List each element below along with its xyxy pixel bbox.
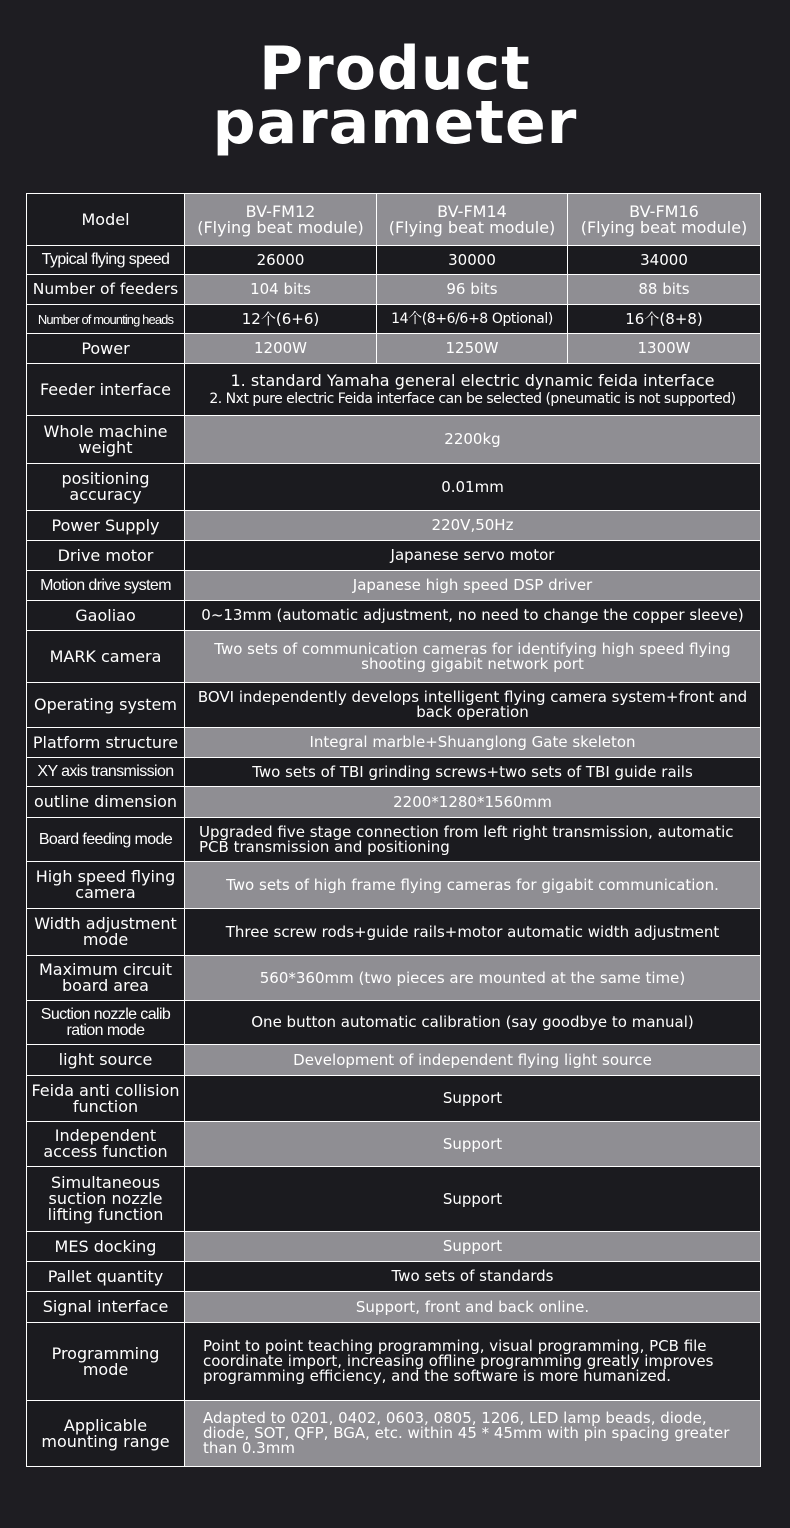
row-label: Drive motor: [27, 541, 185, 571]
row-value: 96 bits: [377, 275, 568, 305]
row-label: Typical flying speed: [27, 246, 185, 275]
row-value: Support: [185, 1167, 761, 1232]
row-value: 2200*1280*1560mm: [185, 787, 761, 818]
model-name: BV-FM14: [437, 201, 507, 221]
row-label: Platform structure: [27, 728, 185, 758]
row-label: Operating system: [27, 683, 185, 728]
row-value: Integral marble+Shuanglong Gate skeleton: [185, 728, 761, 758]
table-row: [27, 758, 761, 787]
row-value: 1200W: [185, 334, 377, 364]
table-row: [27, 1045, 761, 1076]
row-label: High speed flying camera: [27, 862, 185, 909]
row-value: 1250W: [377, 334, 568, 364]
row-value: Adapted to 0201, 0402, 0603, 0805, 1206, LED lamp beads, diode, diode, SOT, QFP, BGA, etc. within 45 * 45mm with pin spacing greater than 0.3mm: [185, 1401, 761, 1467]
row-label: MES docking: [27, 1232, 185, 1262]
row-label: Gaoliao: [27, 601, 185, 631]
row-value: 16个(8+8): [568, 305, 761, 334]
table-row: [27, 601, 761, 631]
parameter-table: [26, 193, 761, 1467]
row-value: Point to point teaching programming, visual programming, PCB file coordinate import, increasing offline programming greatly improves programming efficiency, and the software is more humanized.: [185, 1323, 761, 1401]
row-label: outline dimension: [27, 787, 185, 818]
row-label: Power: [27, 334, 185, 364]
model-cell: [377, 194, 568, 246]
row-value: 88 bits: [568, 275, 761, 305]
row-value: Support: [185, 1232, 761, 1262]
row-value: Support, front and back online.: [185, 1292, 761, 1323]
table-row: [27, 246, 761, 275]
table-row: [27, 1076, 761, 1122]
table-row: [27, 464, 761, 511]
row-label: MARK camera: [27, 631, 185, 683]
row-value: 0~13mm (automatic adjustment, no need to change the copper sleeve): [185, 601, 761, 631]
table-row: [27, 1292, 761, 1323]
row-value: Support: [185, 1122, 761, 1167]
table-row: [27, 334, 761, 364]
row-value: Two sets of TBI grinding screws+two sets of TBI guide rails: [185, 758, 761, 787]
row-value: 0.01mm: [185, 464, 761, 511]
model-name: BV-FM12: [245, 201, 316, 221]
row-value: Japanese servo motor: [185, 541, 761, 571]
row-value: Upgraded five stage connection from left right transmission, automatic PCB transmission and positioning: [185, 818, 761, 862]
row-label: Feida anti collision function: [27, 1076, 185, 1122]
title-line-1: Product: [259, 34, 531, 104]
table-row: [27, 1001, 761, 1045]
table-row: [27, 956, 761, 1001]
row-label: Signal interface: [27, 1292, 185, 1323]
row-value: Three screw rods+guide rails+motor automatic width adjustment: [185, 909, 761, 956]
table-row: [27, 1323, 761, 1401]
row-label: Model: [27, 194, 185, 246]
row-value: 560*360mm (two pieces are mounted at the same time): [185, 956, 761, 1001]
table-row-model: [27, 194, 761, 246]
row-value: 220V,50Hz: [185, 511, 761, 541]
row-label: Number of feeders: [27, 275, 185, 305]
row-value: [185, 364, 761, 416]
table-row: [27, 1262, 761, 1292]
row-value: Development of independent flying light source: [185, 1045, 761, 1076]
row-label: Power Supply: [27, 511, 185, 541]
model-sub: (Flying beat module): [197, 217, 364, 237]
row-label: Board feeding mode: [27, 818, 185, 862]
table-row: [27, 1167, 761, 1232]
page-title: [0, 34, 790, 158]
row-value: 104 bits: [185, 275, 377, 305]
row-label: Motion drive system: [27, 571, 185, 601]
row-value: Japanese high speed DSP driver: [185, 571, 761, 601]
row-label: Pallet quantity: [27, 1262, 185, 1292]
model-cell: [568, 194, 761, 246]
table-row: [27, 511, 761, 541]
row-label: Suction nozzle calib ration mode: [27, 1001, 185, 1045]
table-row: [27, 1401, 761, 1467]
table-row: [27, 275, 761, 305]
feeder-interface-line-1: 1. standard Yamaha general electric dynamic feida interface: [230, 371, 715, 390]
table-row: [27, 541, 761, 571]
row-value: 30000: [377, 246, 568, 275]
row-value: 26000: [185, 246, 377, 275]
title-line-2: parameter: [212, 88, 578, 158]
row-value: Two sets of standards: [185, 1262, 761, 1292]
row-value: 14个(8+6/6+8 Optional): [377, 305, 568, 334]
row-value: Two sets of communication cameras for identifying high speed flying shooting gigabit network port: [185, 631, 761, 683]
row-label: Maximum circuit board area: [27, 956, 185, 1001]
row-value: 1300W: [568, 334, 761, 364]
row-label: Applicable mounting range: [27, 1401, 185, 1467]
table-row: [27, 728, 761, 758]
row-label: light source: [27, 1045, 185, 1076]
table-row: [27, 364, 761, 416]
row-label: Width adjustment mode: [27, 909, 185, 956]
model-name: BV-FM16: [629, 201, 699, 221]
table-row: [27, 631, 761, 683]
model-cell: [185, 194, 377, 246]
table-row: [27, 818, 761, 862]
table-row: [27, 416, 761, 464]
table-row: [27, 305, 761, 334]
row-value: Two sets of high frame flying cameras for gigabit communication.: [185, 862, 761, 909]
row-label: Independent access function: [27, 1122, 185, 1167]
row-value: 12个(6+6): [185, 305, 377, 334]
row-label: Number of mounting heads: [27, 305, 185, 334]
row-value: BOVI independently develops intelligent flying camera system+front and back operation: [185, 683, 761, 728]
feeder-interface-line-2: 2. Nxt pure electric Feida interface can be selected (pneumatic is not supported): [209, 391, 736, 407]
row-value: One button automatic calibration (say goodbye to manual): [185, 1001, 761, 1045]
table-row: [27, 683, 761, 728]
row-value: Support: [185, 1076, 761, 1122]
table-row: [27, 571, 761, 601]
table-row: [27, 909, 761, 956]
row-label: Programming mode: [27, 1323, 185, 1401]
row-label: XY axis transmission: [27, 758, 185, 787]
model-sub: (Flying beat module): [388, 217, 556, 237]
model-sub: (Flying beat module): [580, 217, 748, 237]
row-value: 2200kg: [185, 416, 761, 464]
row-label: Feeder interface: [27, 364, 185, 416]
row-label: positioning accuracy: [27, 464, 185, 511]
row-label: Simultaneous suction nozzle lifting function: [27, 1167, 185, 1232]
row-label: Whole machine weight: [27, 416, 185, 464]
row-value: 34000: [568, 246, 761, 275]
table-row: [27, 1122, 761, 1167]
table-row: [27, 787, 761, 818]
table-row: [27, 862, 761, 909]
table-row: [27, 1232, 761, 1262]
